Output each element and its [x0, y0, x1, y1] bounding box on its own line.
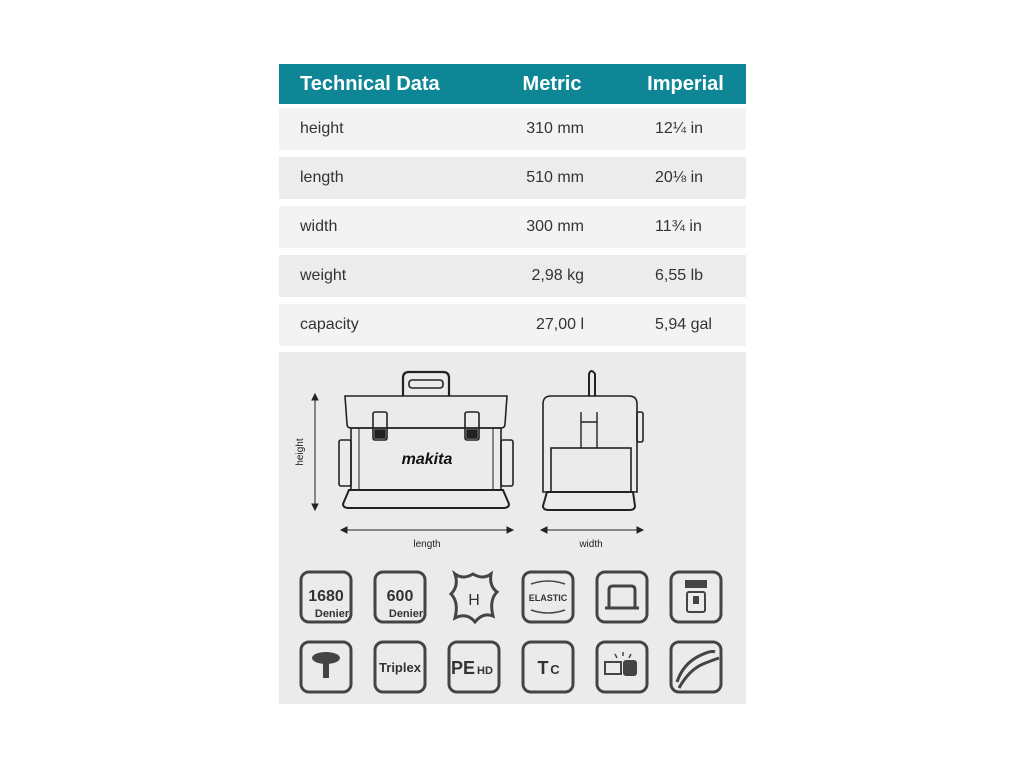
tc-small: C	[550, 662, 560, 677]
table-row	[279, 206, 746, 248]
triplex-word: Triplex	[379, 660, 421, 675]
row-imperial: 11¾ in	[655, 218, 702, 235]
shoulder-strap-icon	[671, 642, 721, 692]
row-metric: 2,98 kg	[531, 267, 584, 284]
denier-600-number: 600	[386, 588, 414, 605]
product-illustration-panel	[279, 352, 746, 704]
row-imperial: 6,55 lb	[655, 267, 704, 284]
table-row	[279, 304, 746, 346]
width-label: width	[579, 539, 603, 550]
height-label: height	[295, 438, 306, 466]
denier-1680-icon	[301, 572, 351, 622]
bag-side-view-icon	[543, 371, 643, 510]
table-header	[279, 64, 746, 104]
header-technical-data: Technical Data	[300, 72, 440, 95]
denier-600-word: Denier	[388, 608, 424, 620]
row-imperial: 12¼ in	[655, 120, 704, 137]
denier-600-icon	[375, 572, 425, 622]
pehd-small: HD	[477, 665, 493, 677]
brand-logo: makita	[401, 451, 453, 468]
row-label: width	[300, 218, 338, 235]
row-imperial: 20⅛ in	[655, 169, 704, 186]
row-imperial: 5,94 gal	[655, 316, 712, 333]
row-metric: 300 mm	[526, 218, 584, 235]
table-row	[279, 157, 746, 199]
row-metric: 510 mm	[526, 169, 584, 186]
dimension-arrows	[312, 394, 643, 533]
table-row	[279, 255, 746, 297]
row-label: capacity	[300, 316, 359, 333]
denier-1680-number: 1680	[308, 588, 344, 605]
pehd-big: PE	[450, 658, 476, 678]
elastic-word: ELASTIC	[528, 593, 568, 603]
row-label: weight	[300, 267, 347, 284]
header-imperial: Imperial	[647, 72, 724, 95]
row-metric: 310 mm	[526, 120, 584, 137]
rivet-foot-icon	[301, 642, 351, 692]
pehd-icon	[449, 642, 499, 692]
handle-icon	[597, 572, 647, 622]
triplex-icon	[375, 642, 425, 692]
row-metric: 27,00 l	[535, 316, 584, 333]
leather-icon	[451, 574, 497, 622]
zipper-pull-icon	[597, 642, 647, 692]
technical-data-table	[279, 64, 746, 346]
elastic-icon	[523, 572, 573, 622]
tc-icon	[523, 642, 573, 692]
denier-1680-word: Denier	[314, 608, 350, 620]
length-label: length	[413, 539, 441, 550]
product-diagram	[279, 352, 746, 704]
row-label: length	[300, 169, 344, 186]
table-row	[279, 108, 746, 150]
leather-letter: H	[468, 592, 480, 609]
bag-front-view-icon	[339, 372, 513, 508]
header-metric: Metric	[522, 72, 582, 95]
buckle-icon	[671, 572, 721, 622]
row-label: height	[300, 120, 344, 137]
tc-big: T	[537, 658, 549, 678]
